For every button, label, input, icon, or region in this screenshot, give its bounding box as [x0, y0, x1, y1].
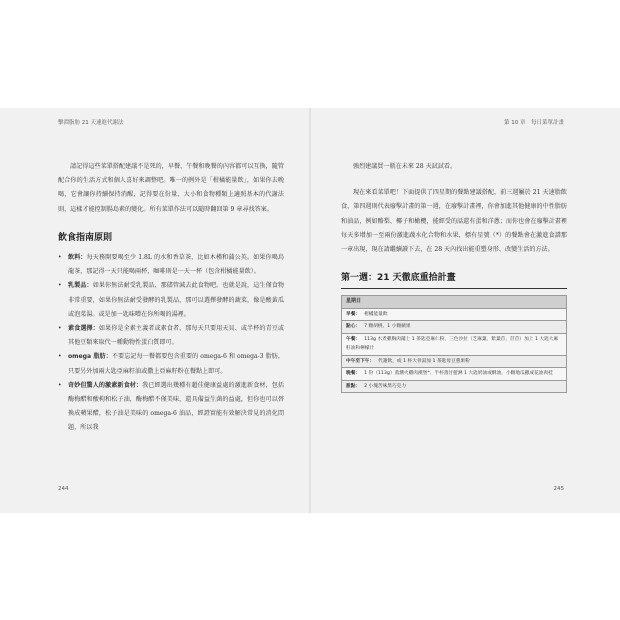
meal-plan-table: [341, 295, 567, 393]
list-item: • 奇妙但驚人的激素新食材：我已經選出幾種有超佳健康益處的激進新食材，包括酶梅醋和酸枸和松子油，酶梅醋不僅美味，還具備益生菌的益處，但你也可以替換成蘋果醋，松子油是美味的 omega-6 油品，經證實能有效解決常見的消化問題，所以我: [58, 379, 284, 436]
right-page-number: 245: [553, 486, 564, 492]
left-running-head: 擊潰脂肪 21 天速進代謝法: [58, 120, 124, 126]
left-page-body: [58, 160, 284, 436]
list-item: • 素食選擇：如果你是全素主義者或素食者，那每天只要用天貝、或半杯的青豆或其他豆類來取代一種動物性蛋白質即可。: [58, 322, 284, 350]
list-item: • 乳製品：如果你無法耐受乳製品，那儘管減去此食物吧。也就是說，這生僅食物非常重要，如果你無法耐受發酵的乳製品，那可以選擇發酵的蔬菜，像是酸黃瓜或泡菜湯。或是加一匙味噌在你所喝的湯裡。: [58, 279, 284, 322]
table-row: 晚餐： 1 份（113g）蒸燻火雞肉漢堡*、半杯蒸甘藍淋 1 大匙奶油或酥油，小顆地瓜撒成花油肉桂: [342, 367, 566, 380]
menu-intro-paragraph: 現在來看菜單吧！下面提供了四星期的餐點建議搭配，前三週屬於 21 天速脂飲食，第四週則代表廢擊計畫的第一週，在廢擊計畫裡，你會加進其他健康的中性脂肪和油品，例如酪梨、椰子和橄欖，能經受的話還有蛋和洋蔥；而你也會在廢擊計畫裡每天多增加一至兩份激進蔬水化合物和水果，標有星號（*）的餐點會在激進食譜那一章出現，現在請繼續讀下去，在 28 天內找出能重塑身形、改變生活的方法。: [341, 189, 567, 254]
list-item: • omega 脂肪：不要忘記每一餐都要包含重要的 omega-6 和 omega-3 脂肪，只要另外加兩大匙亞麻籽油或撒上亞麻籽粉在餐點上即可。: [58, 350, 284, 378]
table-row: 早餐： 柑橘能量飲: [342, 308, 566, 321]
right-page-body: [341, 160, 567, 393]
table-row: 點心： 7 顆胡桃、1 小顆蘋果: [342, 320, 566, 333]
gutter: [309, 108, 311, 513]
list-item: • 飲料：每天務開要喝至少 1.8L 的水和香草茶，比如木槿和蒲公英。如果你喝烏龍茶，那記得一天只能喝兩杯，咖啡則是一天一杯（包含柑橘能量飲）。: [58, 251, 284, 279]
section-heading: 飲食指南原則: [58, 232, 113, 243]
day-header: 星期日: [342, 296, 566, 308]
guideline-list: [58, 251, 284, 436]
table-row: 甜點： 2 小塊苦味黑巧克力: [342, 380, 566, 393]
table-row: 中午至下午： 代謝飲，或 1 杯大骨湯加 1 茶匙母豆蔥果粉: [342, 355, 566, 368]
table-row: 午餐： 113g 水煮雞胸肉鋪上 1 茶匙亞麻仁粉、三色沙拉（芝麻葉、紫葉苣、苣苣）加上 1 大匙大麻籽油和檸檬汁: [342, 333, 566, 355]
left-page-number: 244: [58, 486, 69, 492]
continued-line: 強烈建議買一瓶在未來 28 天試試看。: [353, 163, 457, 170]
intro-paragraph: 請記得這些菜單搭配建議不是死的，早餐、午餐和晚餐的內容都可以互換，隨管配合你的生活方式和個人喜好來調整吧。唯一的例外是「柑橘能量飲」，如果你去晚喝，它會讓你持續保持消醒，記得要在份量、大小和食物種類上適照基本的代謝法則，這樣才能控制腸島素的變化。所有菜單作法可以隨時翻回第 9 章尋找答案。: [58, 163, 284, 213]
plan-heading: 第一週：21 天徹底重拾計畫: [341, 271, 567, 289]
right-running-head: 第 10 章 每日菜單計畫: [504, 120, 564, 126]
